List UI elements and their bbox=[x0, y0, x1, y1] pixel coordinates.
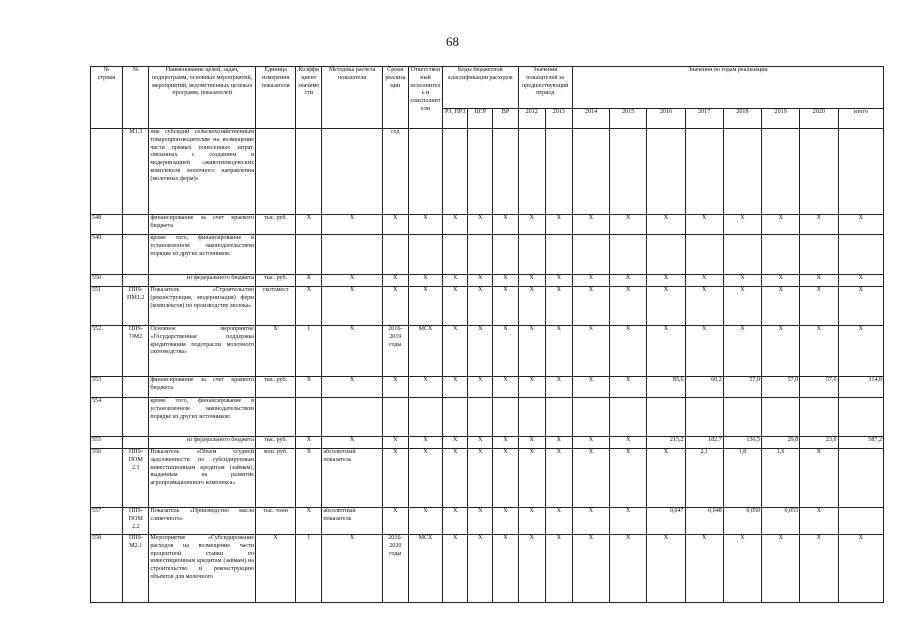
cell-2016: 0,047 bbox=[647, 508, 685, 535]
cell-2016 bbox=[647, 398, 685, 437]
cell-2014 bbox=[572, 129, 609, 215]
cell-2012 bbox=[518, 398, 545, 437]
cell-name: кроме того, финансирование в установленном законодательством порядке из других источников: bbox=[149, 235, 256, 275]
cell-coefficient: Х bbox=[296, 275, 322, 287]
cell-name: Показатель «Объем ссудной задолженности по субсидируемым инвестиционным кредитам (займам), выданным на развитие агропромышленного комплекса» bbox=[149, 449, 256, 508]
cell-2015: Х bbox=[610, 449, 647, 508]
cell-2020: 23,0 bbox=[800, 437, 838, 449]
cell-row-number: 548 bbox=[91, 215, 123, 235]
cell-method: Х bbox=[322, 326, 382, 377]
cell-2013 bbox=[545, 235, 572, 275]
cell-2012: Х bbox=[518, 449, 545, 508]
cell-method bbox=[322, 129, 382, 215]
cell-2018: Х bbox=[723, 275, 761, 287]
cell-2018: Х bbox=[723, 535, 761, 603]
cell-2013: Х bbox=[545, 287, 572, 326]
table-row bbox=[91, 437, 884, 449]
cell-vr: Х bbox=[493, 508, 518, 535]
cell-unit: тыс. руб. bbox=[256, 377, 296, 398]
cell-2019: Х bbox=[762, 326, 800, 377]
cell-total: Х bbox=[838, 215, 884, 235]
cell-2016 bbox=[647, 129, 685, 215]
cell-executor bbox=[408, 398, 442, 437]
table-row bbox=[91, 129, 884, 215]
cell-2020: Х bbox=[800, 287, 838, 326]
cell-name: ние субсидий сельскохозяйственным товаропроизводителям на возмещение части прямых понесенных затрат, связанных с созданием и модернизацией «животноводческих комплексов молочного направления (молочных ферм)» bbox=[149, 129, 256, 215]
cell-2013: Х bbox=[545, 326, 572, 377]
cell-2018: 0,050 bbox=[723, 508, 761, 535]
cell-vr: Х bbox=[493, 535, 518, 603]
cell-2013: Х bbox=[545, 535, 572, 603]
cell-method: Х bbox=[322, 535, 382, 603]
cell-name: финансирование за счет краевого бюджета bbox=[149, 215, 256, 235]
cell-method: Х bbox=[322, 377, 382, 398]
header-year-2012: 2012 bbox=[518, 109, 545, 129]
cell-executor: Х bbox=[408, 449, 442, 508]
cell-name: финансирование за счет краевого бюджета bbox=[149, 377, 256, 398]
cell-executor: Х bbox=[408, 275, 442, 287]
cell-2020 bbox=[800, 398, 838, 437]
cell-method: Х bbox=[322, 275, 382, 287]
header-year-2019: 2019 bbox=[762, 109, 800, 129]
cell-2018 bbox=[723, 398, 761, 437]
cell-row-number: 554 bbox=[91, 398, 123, 437]
table-row bbox=[91, 287, 884, 326]
header-year-2017: 2017 bbox=[685, 109, 723, 129]
header-method: Методика расчета показателя bbox=[322, 67, 382, 129]
cell-rz: Х bbox=[443, 326, 468, 377]
cell-row-number: 549 bbox=[91, 235, 123, 275]
cell-2015: Х bbox=[610, 535, 647, 603]
header-rz: РЗ, ПРЗ bbox=[443, 109, 468, 129]
cell-2014: Х bbox=[572, 535, 609, 603]
header-year-2016: 2016 bbox=[647, 109, 685, 129]
cell-2019: Х bbox=[762, 535, 800, 603]
cell-2013: Х bbox=[545, 275, 572, 287]
cell-method bbox=[322, 398, 382, 437]
header-coefficient: Коэффициент значимости bbox=[296, 67, 322, 129]
cell-executor: МСХ bbox=[408, 326, 442, 377]
cell-vr: Х bbox=[493, 326, 518, 377]
header-row-number: № строки bbox=[91, 67, 123, 129]
cell-vr: Х bbox=[493, 449, 518, 508]
table-row bbox=[91, 275, 884, 287]
cell-2019 bbox=[762, 235, 800, 275]
cell-row-number: 550 bbox=[91, 275, 123, 287]
table-row bbox=[91, 235, 884, 275]
cell-executor: Х bbox=[408, 508, 442, 535]
cell-vr: Х bbox=[493, 215, 518, 235]
cell-unit: тыс. тонн bbox=[256, 508, 296, 535]
cell-name: Показатель «Производство масла сливочного» bbox=[149, 508, 256, 535]
cell-period: Х bbox=[382, 215, 408, 235]
cell-vr bbox=[493, 235, 518, 275]
cell-2015: Х bbox=[610, 508, 647, 535]
cell-name: кроме того, финансирование в установленном законодательством порядке из других источников: bbox=[149, 398, 256, 437]
cell-2018: 1,8 bbox=[723, 449, 761, 508]
table-row bbox=[91, 377, 884, 398]
cell-csr: Х bbox=[468, 215, 493, 235]
cell-period: Х bbox=[382, 377, 408, 398]
cell-2019: 1,6 bbox=[762, 449, 800, 508]
cell-row-number: 556 bbox=[91, 449, 123, 508]
cell-2013: Х bbox=[545, 449, 572, 508]
cell-csr: Х bbox=[468, 535, 493, 603]
cell-2018 bbox=[723, 235, 761, 275]
cell-2020: 57,0 bbox=[800, 377, 838, 398]
cell-coefficient: Х bbox=[296, 449, 322, 508]
cell-row-number: 553 bbox=[91, 377, 123, 398]
cell-period: Х bbox=[382, 287, 408, 326]
cell-period: 2016-2020 годы bbox=[382, 535, 408, 603]
cell-2015 bbox=[610, 398, 647, 437]
page-number: 68 bbox=[446, 34, 459, 49]
cell-2013 bbox=[545, 129, 572, 215]
cell-2014: Х bbox=[572, 326, 609, 377]
cell-2017 bbox=[685, 235, 723, 275]
header-year-2018: 2018 bbox=[723, 109, 761, 129]
cell-2012: Х bbox=[518, 508, 545, 535]
cell-2015 bbox=[610, 235, 647, 275]
cell-rz: Х bbox=[443, 215, 468, 235]
cell-rz: Х bbox=[443, 437, 468, 449]
cell-2018: Х bbox=[723, 287, 761, 326]
cell-2012: Х bbox=[518, 326, 545, 377]
cell-2018: Х bbox=[723, 215, 761, 235]
cell-vr: Х bbox=[493, 437, 518, 449]
cell-unit: тыс. руб. bbox=[256, 437, 296, 449]
cell-csr bbox=[468, 235, 493, 275]
cell-2012: Х bbox=[518, 287, 545, 326]
cell-total: Х bbox=[838, 535, 884, 603]
cell-2014: Х bbox=[572, 508, 609, 535]
cell-row-number: 552 bbox=[91, 326, 123, 377]
cell-2015: Х bbox=[610, 215, 647, 235]
cell-coefficient bbox=[296, 129, 322, 215]
cell-row-number: 557 bbox=[91, 508, 123, 535]
cell-2012: Х bbox=[518, 275, 545, 287]
cell-number: ПП9-ОМ2 bbox=[123, 326, 149, 377]
cell-period: Х bbox=[382, 437, 408, 449]
cell-2012: Х bbox=[518, 215, 545, 235]
cell-vr bbox=[493, 129, 518, 215]
cell-2020 bbox=[800, 235, 838, 275]
cell-2019: Х bbox=[762, 275, 800, 287]
cell-2013: Х bbox=[545, 508, 572, 535]
cell-2014: Х bbox=[572, 437, 609, 449]
cell-unit bbox=[256, 129, 296, 215]
cell-period bbox=[382, 398, 408, 437]
cell-2015: Х bbox=[610, 437, 647, 449]
cell-rz: Х bbox=[443, 287, 468, 326]
cell-2017 bbox=[685, 398, 723, 437]
cell-name: Основное мероприятие «Государственная поддержка кредитования подотрасли молочного скотоводства» bbox=[149, 326, 256, 377]
cell-unit: Х bbox=[256, 535, 296, 603]
cell-executor: Х bbox=[408, 287, 442, 326]
cell-coefficient bbox=[296, 398, 322, 437]
cell-2016 bbox=[647, 235, 685, 275]
cell-2015: Х bbox=[610, 287, 647, 326]
cell-2014: Х bbox=[572, 449, 609, 508]
cell-2016: Х bbox=[647, 449, 685, 508]
cell-2016: Х bbox=[647, 275, 685, 287]
cell-name: из федерального бюджета bbox=[149, 275, 256, 287]
cell-total: Х bbox=[838, 326, 884, 377]
header-previous-values: Значения показателей за предшествующий период bbox=[518, 67, 572, 109]
cell-executor: Х bbox=[408, 377, 442, 398]
cell-coefficient: Х bbox=[296, 287, 322, 326]
cell-name: из федерального бюджета bbox=[149, 437, 256, 449]
cell-2016: 215,2 bbox=[647, 437, 685, 449]
cell-2012 bbox=[518, 129, 545, 215]
cell-2015 bbox=[610, 129, 647, 215]
cell-coefficient: Х bbox=[296, 508, 322, 535]
header-number: № bbox=[123, 67, 149, 129]
cell-2014: Х bbox=[572, 287, 609, 326]
cell-period: Х bbox=[382, 275, 408, 287]
cell-csr: Х bbox=[468, 287, 493, 326]
cell-csr: Х bbox=[468, 437, 493, 449]
cell-2015: Х bbox=[610, 377, 647, 398]
cell-name: Мероприятие «Субсидирование расходов на возмещение части процентной ставки по инвестиционным кредитам (займам) на строительство и реконструкцию объектов для молочного bbox=[149, 535, 256, 603]
cell-csr bbox=[468, 129, 493, 215]
cell-total: 587,2 bbox=[838, 437, 884, 449]
cell-2019: Х bbox=[762, 287, 800, 326]
cell-number: ПП9-ПМ1.2 bbox=[123, 287, 149, 326]
cell-rz bbox=[443, 129, 468, 215]
cell-number bbox=[123, 275, 149, 287]
cell-2020: Х bbox=[800, 275, 838, 287]
cell-row-number: 555 bbox=[91, 437, 123, 449]
cell-method bbox=[322, 235, 382, 275]
cell-executor bbox=[408, 235, 442, 275]
cell-period: Х bbox=[382, 449, 408, 508]
cell-2013: Х bbox=[545, 437, 572, 449]
header-unit: Единица измерения показателя bbox=[256, 67, 296, 129]
cell-2013 bbox=[545, 398, 572, 437]
table-row bbox=[91, 535, 884, 603]
cell-number: ПП9-М2.1 bbox=[123, 535, 149, 603]
cell-method: Х bbox=[322, 437, 382, 449]
cell-2012: Х bbox=[518, 535, 545, 603]
cell-2018: 136,5 bbox=[723, 437, 761, 449]
cell-total bbox=[838, 235, 884, 275]
cell-2019: 29,8 bbox=[762, 437, 800, 449]
cell-coefficient: Х bbox=[296, 215, 322, 235]
cell-2017: 0,048 bbox=[685, 508, 723, 535]
cell-2020: Х bbox=[800, 326, 838, 377]
program-indicators-table bbox=[90, 66, 884, 603]
cell-vr: Х bbox=[493, 287, 518, 326]
cell-rz bbox=[443, 398, 468, 437]
cell-2016: Х bbox=[647, 215, 685, 235]
cell-2017: Х bbox=[685, 326, 723, 377]
cell-unit bbox=[256, 398, 296, 437]
cell-coefficient: Х bbox=[296, 437, 322, 449]
cell-number bbox=[123, 235, 149, 275]
cell-total bbox=[838, 129, 884, 215]
cell-2017: Х bbox=[685, 215, 723, 235]
cell-2020 bbox=[800, 129, 838, 215]
cell-period: 2016-2019 годы bbox=[382, 326, 408, 377]
cell-row-number: 558 bbox=[91, 535, 123, 603]
cell-2020: Х bbox=[800, 215, 838, 235]
table-row bbox=[91, 508, 884, 535]
cell-2020: Х bbox=[800, 449, 838, 508]
cell-executor: Х bbox=[408, 215, 442, 235]
cell-vr: Х bbox=[493, 377, 518, 398]
cell-coefficient bbox=[296, 235, 322, 275]
cell-unit: тыс. руб. bbox=[256, 275, 296, 287]
header-name: Наименование целей, задач, подпрограмм, основных мероприятий, мероприятий, ведомственных целевых программ, показателей bbox=[149, 67, 256, 129]
cell-vr bbox=[493, 398, 518, 437]
cell-2019 bbox=[762, 129, 800, 215]
cell-total bbox=[838, 398, 884, 437]
cell-2015: Х bbox=[610, 326, 647, 377]
cell-2016: Х bbox=[647, 287, 685, 326]
cell-2012: Х bbox=[518, 437, 545, 449]
cell-2017: 182,7 bbox=[685, 437, 723, 449]
cell-total: 314,8 bbox=[838, 377, 884, 398]
cell-number bbox=[123, 398, 149, 437]
table-body bbox=[91, 129, 884, 603]
cell-rz bbox=[443, 235, 468, 275]
cell-csr bbox=[468, 398, 493, 437]
cell-2020: Х bbox=[800, 508, 838, 535]
cell-row-number: 551 bbox=[91, 287, 123, 326]
cell-method: абсолютный показатель bbox=[322, 449, 382, 508]
cell-2016: Х bbox=[647, 535, 685, 603]
cell-2014 bbox=[572, 398, 609, 437]
cell-executor: Х bbox=[408, 437, 442, 449]
cell-2017 bbox=[685, 129, 723, 215]
cell-2019: Х bbox=[762, 215, 800, 235]
table-row bbox=[91, 326, 884, 377]
cell-number: ПП9-ПОМ 2.1 bbox=[123, 449, 149, 508]
cell-vr: Х bbox=[493, 275, 518, 287]
cell-2019: 57,0 bbox=[762, 377, 800, 398]
cell-csr: Х bbox=[468, 508, 493, 535]
table-row bbox=[91, 398, 884, 437]
cell-2017: 60,2 bbox=[685, 377, 723, 398]
cell-2019: 0,055 bbox=[762, 508, 800, 535]
cell-2013: Х bbox=[545, 215, 572, 235]
cell-rz: Х bbox=[443, 449, 468, 508]
cell-rz: Х bbox=[443, 275, 468, 287]
cell-number: М1.3 bbox=[123, 129, 149, 215]
table-header bbox=[91, 67, 884, 129]
cell-2018: Х bbox=[723, 326, 761, 377]
cell-2017: Х bbox=[685, 275, 723, 287]
cell-2016: 85,6 bbox=[647, 377, 685, 398]
cell-unit bbox=[256, 235, 296, 275]
cell-unit: Х bbox=[256, 326, 296, 377]
header-year-2013: 2013 bbox=[545, 109, 572, 129]
cell-2015: Х bbox=[610, 275, 647, 287]
cell-total bbox=[838, 508, 884, 535]
cell-number bbox=[123, 377, 149, 398]
cell-total bbox=[838, 449, 884, 508]
header-year-2015: 2015 bbox=[610, 109, 647, 129]
cell-2017: Х bbox=[685, 287, 723, 326]
cell-method: Х bbox=[322, 287, 382, 326]
cell-2017: Х bbox=[685, 535, 723, 603]
cell-unit: тыс. руб. bbox=[256, 215, 296, 235]
cell-2013: Х bbox=[545, 377, 572, 398]
table-row bbox=[91, 449, 884, 508]
cell-2020: Х bbox=[800, 535, 838, 603]
cell-coefficient: 1 bbox=[296, 535, 322, 603]
header-year-2014: 2014 bbox=[572, 109, 609, 129]
cell-2018 bbox=[723, 129, 761, 215]
header-period: Сроки реализации bbox=[382, 67, 408, 129]
cell-coefficient: 1 bbox=[296, 326, 322, 377]
header-total: итого bbox=[838, 109, 884, 129]
cell-2012: Х bbox=[518, 377, 545, 398]
cell-unit: скотомест bbox=[256, 287, 296, 326]
table-row bbox=[91, 215, 884, 235]
cell-2014: Х bbox=[572, 377, 609, 398]
cell-rz: Х bbox=[443, 535, 468, 603]
cell-unit: млн. руб. bbox=[256, 449, 296, 508]
cell-method: абсолютный показатель bbox=[322, 508, 382, 535]
cell-number bbox=[123, 215, 149, 235]
cell-rz: Х bbox=[443, 377, 468, 398]
cell-period: Х bbox=[382, 508, 408, 535]
header-year-2020: 2020 bbox=[800, 109, 838, 129]
cell-csr: Х bbox=[468, 449, 493, 508]
cell-2018: 57,0 bbox=[723, 377, 761, 398]
cell-csr: Х bbox=[468, 377, 493, 398]
header-year-values: Значения по годам реализации bbox=[572, 67, 883, 109]
header-executor: Ответственный исполнитель и соисполнители bbox=[408, 67, 442, 129]
cell-total: Х bbox=[838, 287, 884, 326]
header-csr: ЦСР bbox=[468, 109, 493, 129]
cell-2014 bbox=[572, 235, 609, 275]
header-vr: ВР bbox=[493, 109, 518, 129]
cell-number: ПП9-ПОМ 2.2 bbox=[123, 508, 149, 535]
cell-2019 bbox=[762, 398, 800, 437]
cell-2016: Х bbox=[647, 326, 685, 377]
cell-total: Х bbox=[838, 275, 884, 287]
cell-row-number bbox=[91, 129, 123, 215]
cell-csr: Х bbox=[468, 326, 493, 377]
cell-2012 bbox=[518, 235, 545, 275]
cell-rz: Х bbox=[443, 508, 468, 535]
cell-number bbox=[123, 437, 149, 449]
cell-2014: Х bbox=[572, 275, 609, 287]
cell-csr: Х bbox=[468, 275, 493, 287]
cell-period: год bbox=[382, 129, 408, 215]
cell-executor: МСХ bbox=[408, 535, 442, 603]
cell-2014: Х bbox=[572, 215, 609, 235]
cell-coefficient: Х bbox=[296, 377, 322, 398]
cell-name: Показатель «Строительство (реконструкция, модернизация) ферм (комплексов) по производству молока» bbox=[149, 287, 256, 326]
cell-executor bbox=[408, 129, 442, 215]
cell-period bbox=[382, 235, 408, 275]
cell-method: Х bbox=[322, 215, 382, 235]
header-budget-codes: Коды бюджетной классификации расходов bbox=[443, 67, 518, 109]
cell-2017: 2,1 bbox=[685, 449, 723, 508]
